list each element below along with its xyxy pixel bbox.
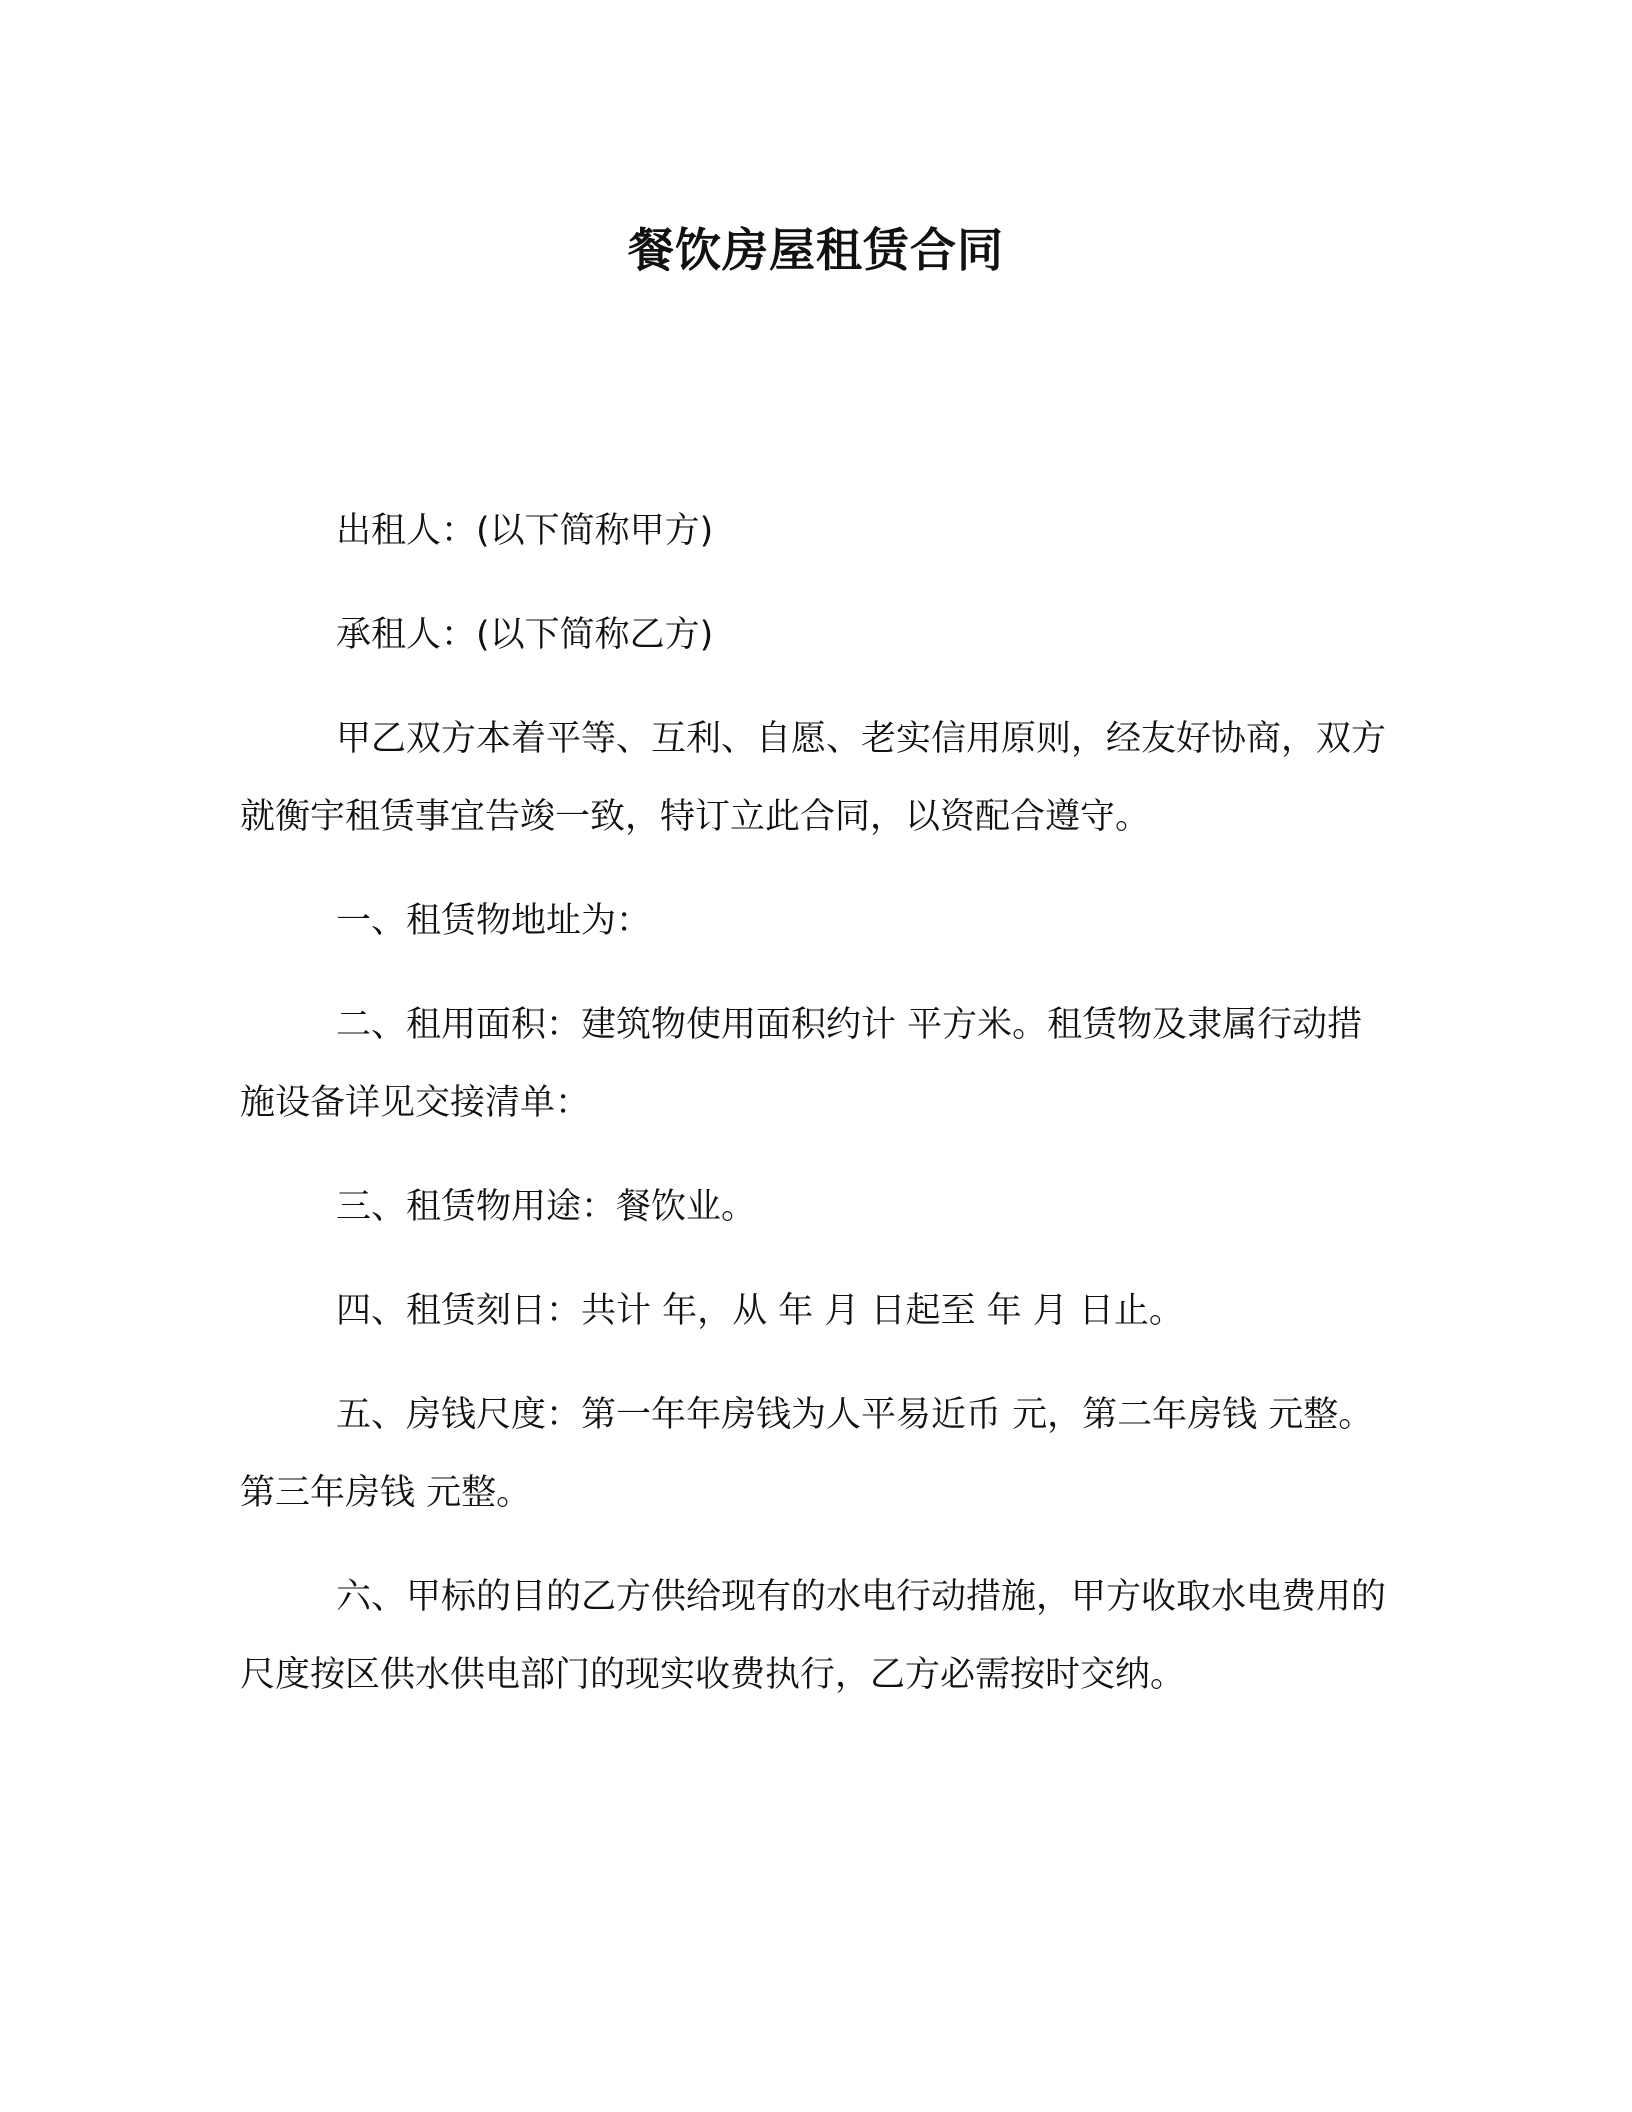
clause-1-address: 一、租赁物地址为： <box>336 901 652 941</box>
clause-2-area: 二、租用面积：建筑物使用面积约计 平方米。租赁物及隶属行动措施设备详见交接清单： <box>240 1005 1363 1123</box>
clause-4-term: 四、租赁刻日：共计 年，从 年 月 日起至 年 月 日止。 <box>336 1291 1184 1331</box>
clause-5-rent: 五、房钱尺度：第一年年房钱为人平易近币 元，第二年房钱 元整。第三年房钱 元整。 <box>240 1395 1374 1513</box>
clause-6-utilities: 六、甲标的目的乙方供给现有的水电行动措施，甲方收取水电费用的尺度按区供水供电部门的现实收费执行，乙方必需按时交纳。 <box>240 1577 1387 1695</box>
clause-3-usage: 三、租赁物用途：餐饮业。 <box>336 1187 757 1227</box>
paragraph-preamble: 甲乙双方本着平等、互利、自愿、老实信用原则，经友好协商，双方就衡宇租赁事宜告竣一致，特订立此合同，以资配合遵守。 <box>240 719 1387 837</box>
document-title: 餐饮房屋租赁合同 <box>628 223 1004 277</box>
paragraph-lessee: 承租人：(以下简称乙方) <box>336 615 714 655</box>
document-body <box>240 492 1392 1740</box>
paragraph-lessor: 出租人：(以下简称甲方) <box>336 511 714 551</box>
